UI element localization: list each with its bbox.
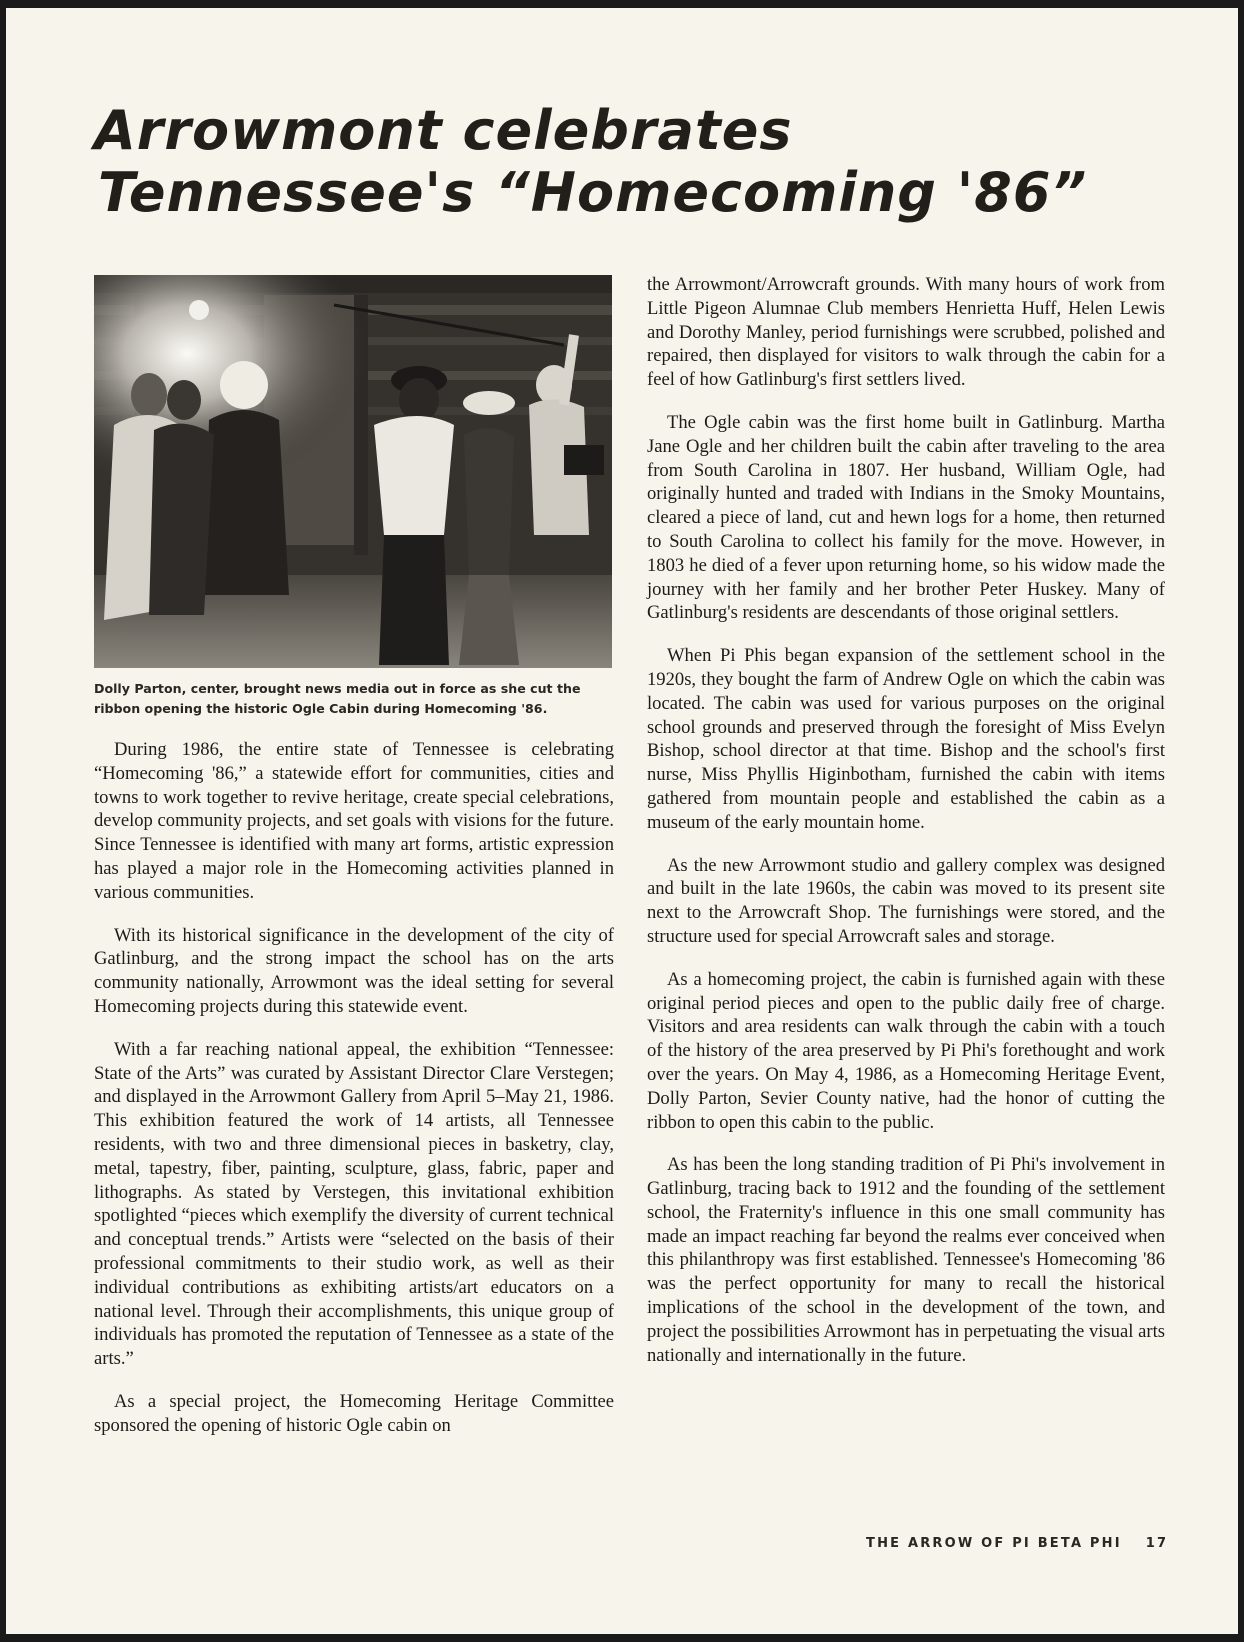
- page-footer: [866, 1536, 1169, 1551]
- title-line-1: Arrowmont celebrates: [94, 99, 793, 162]
- page-number: 17: [1145, 1536, 1169, 1551]
- paragraph: When Pi Phis began expansion of the settlement school in the 1920s, they bought the farm of Andrew Ogle on which the cabin was located. The cabin was used for various purposes on the original school grounds and preserved through the foresight of Miss Evelyn Bishop, school director at that time. Bishop and the school's first nurse, Miss Phyllis Higinbotham, furnished the cabin with items gathered from mountain people and established the cabin as a museum of the early mountain home.: [647, 645, 1165, 833]
- magazine-page: [6, 8, 1238, 1634]
- paragraph: With its historical significance in the development of the city of Gatlinburg, and the strong impact the school has on the arts community nationally, Arrowmont was the ideal setting for several Homecoming projects during this statewide event.: [94, 924, 614, 1017]
- left-column: [94, 738, 614, 1457]
- title-line-2: Tennessee's “Homecoming '86”: [98, 161, 1088, 224]
- paragraph: As a special project, the Homecoming Heritage Committee sponsored the opening of historic Ogle cabin on: [94, 1390, 614, 1436]
- paragraph: the Arrowmont/Arrowcraft grounds. With many hours of work from Little Pigeon Alumnae Club members Henrietta Huff, Helen Lewis and Dorothy Manley, period furnishings were scrubbed, polished and repaired, then displayed for visitors to walk through the cabin for a feel of how Gatlinburg's first settlers lived.: [647, 274, 1165, 391]
- article-title: [94, 100, 1087, 224]
- news-media-photo: [94, 275, 612, 668]
- publication-name: THE ARROW OF PI BETA PHI: [866, 1536, 1122, 1551]
- right-column: [647, 273, 1165, 1386]
- paragraph: As a homecoming project, the cabin is furnished again with these original period pieces and open to the public daily free of charge. Visitors and area residents can walk through the cabin with a touch of the history of the area preserved by Pi Phi's forethought and work over the years. On May 4, 1986, as a Homecoming Heritage Event, Dolly Parton, Sevier County native, had the honor of cutting the ribbon to open this cabin to the public.: [647, 968, 1165, 1133]
- paragraph: As has been the long standing tradition of Pi Phi's involvement in Gatlinburg, tracing back to 1912 and the founding of the settlement school, the Fraternity's influence in this one small community has made an impact reaching far beyond the realms ever conceived when this philanthropy was first established. Tennessee's Homecoming '86 was the perfect opportunity for many to recall the historical implications of the school in the development of the town, and project the possibilities Arrowmont has in perpetuating the visual arts nationally and internationally in the future.: [647, 1154, 1165, 1366]
- photo-illustration: [94, 275, 612, 668]
- paragraph: The Ogle cabin was the first home built in Gatlinburg. Martha Jane Ogle and her children built the cabin after traveling to the area from South Carolina in 1807. Her husband, William Ogle, had originally hunted and traded with Indians in the Smoky Mountains, cleared a piece of land, cut and hewn logs for a home, then returned to South Carolina to collect his family for the move. However, in 1803 he died of a fever upon returning home, so his widow made the journey with her family and her brother Peter Huskey. Many of Gatlinburg's residents are descendants of those original settlers.: [647, 411, 1165, 624]
- paragraph: During 1986, the entire state of Tennessee is celebrating “Homecoming '86,” a statewide effort for communities, cities and towns to work together to revive heritage, create special celebrations, develop community projects, and set goals with visions for the future. Since Tennessee is identified with many art forms, artistic expression has played a major role in the Homecoming activities planned in various communities.: [94, 739, 614, 903]
- paragraph: As the new Arrowmont studio and gallery complex was designed and built in the late 1960s, the cabin was moved to its present site next to the Arrowcraft Shop. The furnishings were stored, and the structure used for special Arrowcraft sales and storage.: [647, 854, 1165, 947]
- paragraph: With a far reaching national appeal, the exhibition “Tennessee: State of the Arts” was curated by Assistant Director Clare Verstegen; and displayed in the Arrowmont Gallery from April 5–May 21, 1986. This exhibition featured the work of 14 artists, all Tennessee residents, with two and three dimensional pieces in basketry, clay, metal, tapestry, fiber, painting, sculpture, glass, fabric, paper and lithographs. As stated by Verstegen, this invitational exhibition spotlighted “pieces which exemplify the diversity of current technical and conceptual trends.” Artists were “selected on the basis of their professional commitments to their studio work, as well as their individual contributions as exhibiting artists/art educators on a national level. Through their accomplishments, this unique group of individuals has promoted the reputation of Tennessee as a state of the arts.”: [94, 1038, 614, 1370]
- photo-caption: Dolly Parton, center, brought news media out in force as she cut the ribbon opening the historic Ogle Cabin during Homecoming '86.: [94, 681, 581, 716]
